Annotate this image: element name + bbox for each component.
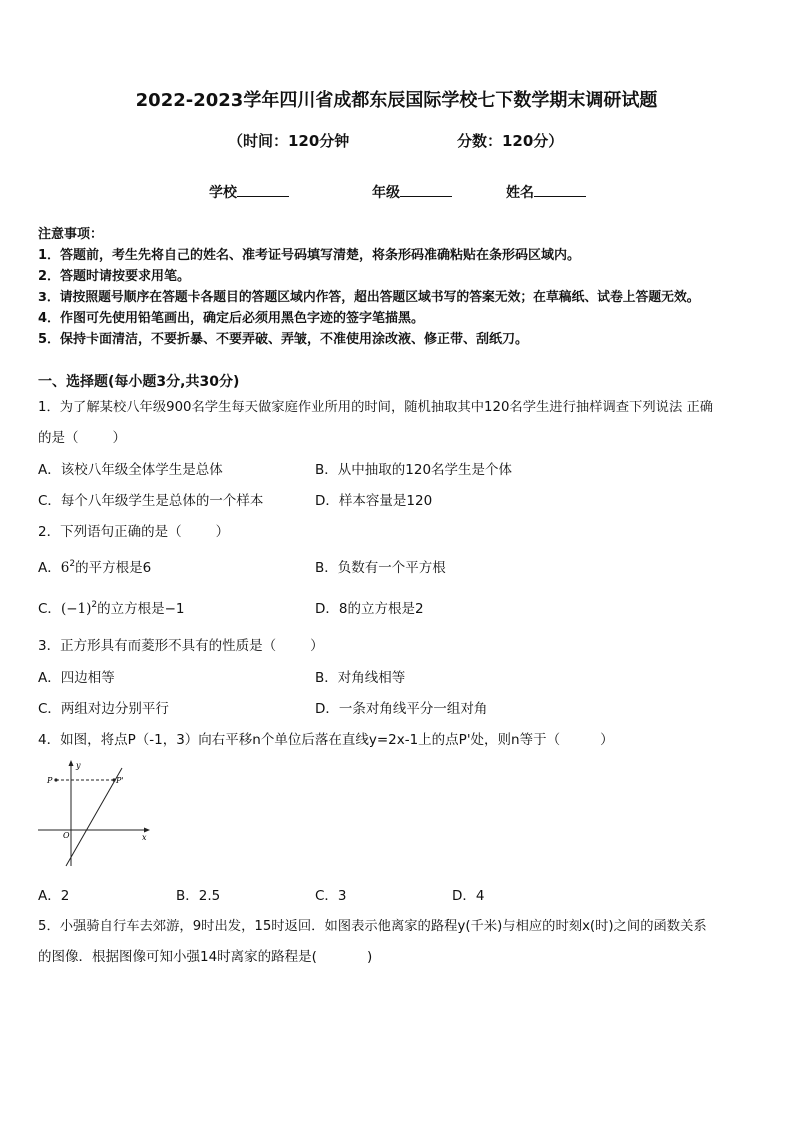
p-prime-label: P': [116, 776, 124, 785]
section-heading: 一、选择题(每小题3分,共30分): [38, 374, 240, 390]
q4-graph: [36, 758, 156, 870]
q5-stem-line2: 的图像．根据图像可知小强14时离家的路程是( ): [38, 949, 373, 965]
q4-option-b[interactable]: B．2.5: [176, 888, 221, 904]
name-field: [506, 182, 586, 202]
y-label: y: [76, 761, 81, 770]
q2-option-b[interactable]: B．负数有一个平方根: [315, 560, 446, 576]
q4-option-d[interactable]: D．4: [452, 888, 485, 904]
y-axis-arrow-icon: [69, 760, 74, 766]
note-item: 2．答题时请按要求用笔。: [38, 269, 191, 284]
q1-stem-line1: 1．为了解某校八年级900名学生每天做家庭作业所用的时间，随机抽取其中120名学生进行抽样调查下列说法 正确: [38, 400, 714, 415]
grade-blank: [400, 182, 452, 197]
exam-time: （时间：120分钟: [228, 132, 350, 150]
x-axis-arrow-icon: [144, 828, 150, 833]
q3-option-c[interactable]: C．两组对边分别平行: [38, 701, 169, 717]
q2-stem: 2．下列语句正确的是（ ）: [38, 524, 230, 540]
q1-option-c[interactable]: C．每个八年级学生是总体的一个样本: [38, 493, 264, 509]
q1-stem-line2: 的是（ ）: [38, 430, 126, 446]
grade-field: [372, 182, 452, 202]
q3-option-a[interactable]: A．四边相等: [38, 670, 115, 686]
q2-option-a[interactable]: A．$6^2$的平方根是6: [38, 559, 152, 576]
q4-stem: 4．如图，将点P（-1，3）向右平移n个单位后落在直线y=2x-1上的点P'处，则n等于（ ）: [38, 732, 614, 748]
q2-option-d[interactable]: D．8的立方根是2: [315, 601, 424, 617]
note-item: 3．请按照题号顺序在答题卡各题目的答题区域内作答，超出答题区域书写的答案无效；在草稿纸、试卷上答题无效。: [38, 290, 700, 305]
point-p: [54, 778, 57, 781]
p-label: P: [47, 776, 53, 785]
x-label: x: [142, 833, 147, 842]
exam-score: 分数：120分）: [457, 132, 564, 150]
q2-option-c[interactable]: C．$(-1)^2$的立方根是−1: [38, 600, 185, 617]
notes-heading: 注意事项：: [38, 227, 104, 242]
function-line: [66, 768, 122, 866]
grade-label: 年级: [372, 185, 400, 201]
school-field: [209, 182, 289, 202]
school-blank: [237, 182, 289, 197]
q3-stem: 3．正方形具有而菱形不具有的性质是（ ）: [38, 638, 324, 654]
origin-label: O: [63, 831, 70, 840]
q1-option-d[interactable]: D．样本容量是120: [315, 493, 433, 509]
q5-stem-line1: 5．小强骑自行车去郊游，9时出发，15时返回．如图表示他离家的路程y(千米)与相应的时刻x(时)之间的函数关系: [38, 919, 707, 934]
q3-option-d[interactable]: D．一条对角线平分一组对角: [315, 701, 488, 717]
name-label: 姓名: [506, 185, 534, 201]
note-item: 1．答题前，考生先将自己的姓名、准考证号码填写清楚，将条形码准确粘贴在条形码区域内。: [38, 248, 581, 263]
note-item: 5．保持卡面清洁，不要折暴、不要弄破、弄皱，不准使用涂改液、修正带、刮纸刀。: [38, 332, 529, 347]
school-label: 学校: [209, 185, 237, 201]
note-item: 4．作图可先使用铅笔画出，确定后必须用黑色字迹的签字笔描黑。: [38, 311, 425, 326]
q3-option-b[interactable]: B．对角线相等: [315, 670, 406, 686]
q1-option-a[interactable]: A．该校八年级全体学生是总体: [38, 462, 223, 478]
name-blank: [534, 182, 586, 197]
q1-option-b[interactable]: B．从中抽取的120名学生是个体: [315, 462, 513, 478]
q4-option-c[interactable]: C．3: [315, 888, 347, 904]
exam-title: 2022-2023学年四川省成都东辰国际学校七下数学期末调研试题: [135, 90, 658, 111]
q4-option-a[interactable]: A．2: [38, 888, 70, 904]
